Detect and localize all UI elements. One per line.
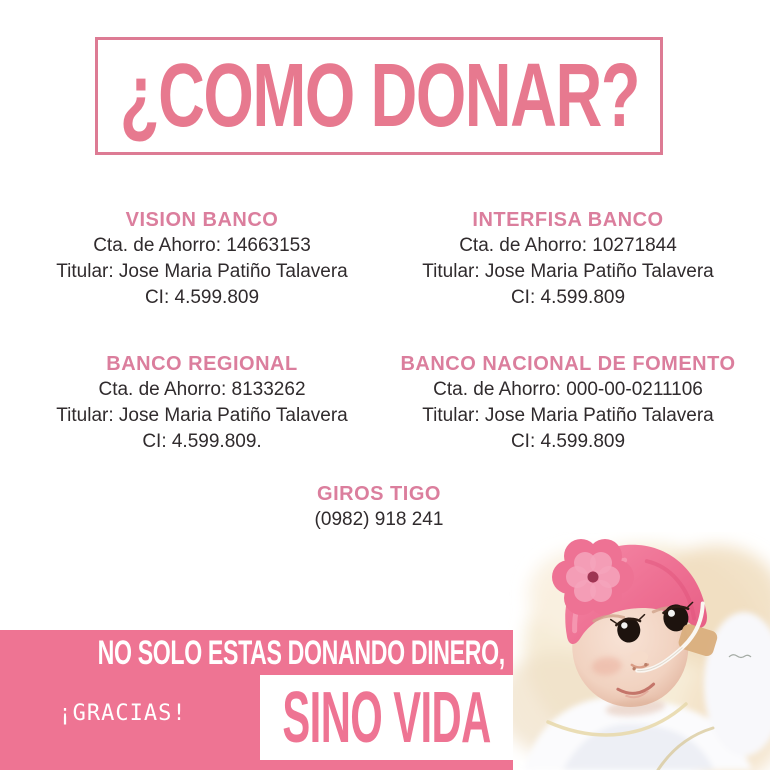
bank-name: BANCO NACIONAL DE FOMENTO [400, 353, 736, 375]
bank-account-holder: Titular: Jose Maria Patiño Talavera [422, 405, 714, 426]
bank-account-number: Cta. de Ahorro: 000-00-0211106 [433, 379, 703, 400]
bank-account-holder: Titular: Jose Maria Patiño Talavera [56, 261, 348, 282]
page-title: ¿COMO DONAR? [119, 46, 639, 146]
bank-holder-ci: CI: 4.599.809 [510, 287, 626, 308]
bank-account-holder: Titular: Jose Maria Patiño Talavera [56, 405, 348, 426]
bank-account-number: Cta. de Ahorro: 10271844 [459, 235, 677, 256]
bank-section-vision-banco [22, 207, 382, 311]
giros-tigo-phone: (0982) 918 241 [314, 509, 444, 530]
bank-holder-ci: CI: 4.599.809 [144, 287, 260, 308]
bank-account-holder: Titular: Jose Maria Patiño Talavera [422, 261, 714, 282]
thanks-text: ¡GRACIAS! [58, 701, 187, 726]
bank-account-number: Cta. de Ahorro: 8133262 [98, 379, 306, 400]
bank-holder-ci: CI: 4.599.809. [142, 431, 262, 452]
bank-name: INTERFISA BANCO [472, 209, 664, 231]
title-box [95, 37, 663, 155]
bank-section-banco-regional [22, 351, 382, 455]
giros-tigo-section [199, 481, 559, 533]
bank-name: VISION BANCO [125, 209, 279, 231]
bank-name: BANCO REGIONAL [106, 353, 298, 375]
bank-section-interfisa-banco [384, 207, 752, 311]
sino-vida-text: SINO VIDA [282, 677, 491, 758]
bank-section-banco-nacional-fomento [384, 351, 752, 455]
bank-holder-ci: CI: 4.599.809 [510, 431, 626, 452]
sino-vida-box [260, 675, 513, 760]
baby-illustration [508, 532, 770, 770]
bank-account-number: Cta. de Ahorro: 14663153 [93, 235, 311, 256]
giros-tigo-title: GIROS TIGO [317, 483, 441, 505]
banner-headline: NO SOLO ESTAS DONANDO DINERO, [97, 634, 505, 672]
